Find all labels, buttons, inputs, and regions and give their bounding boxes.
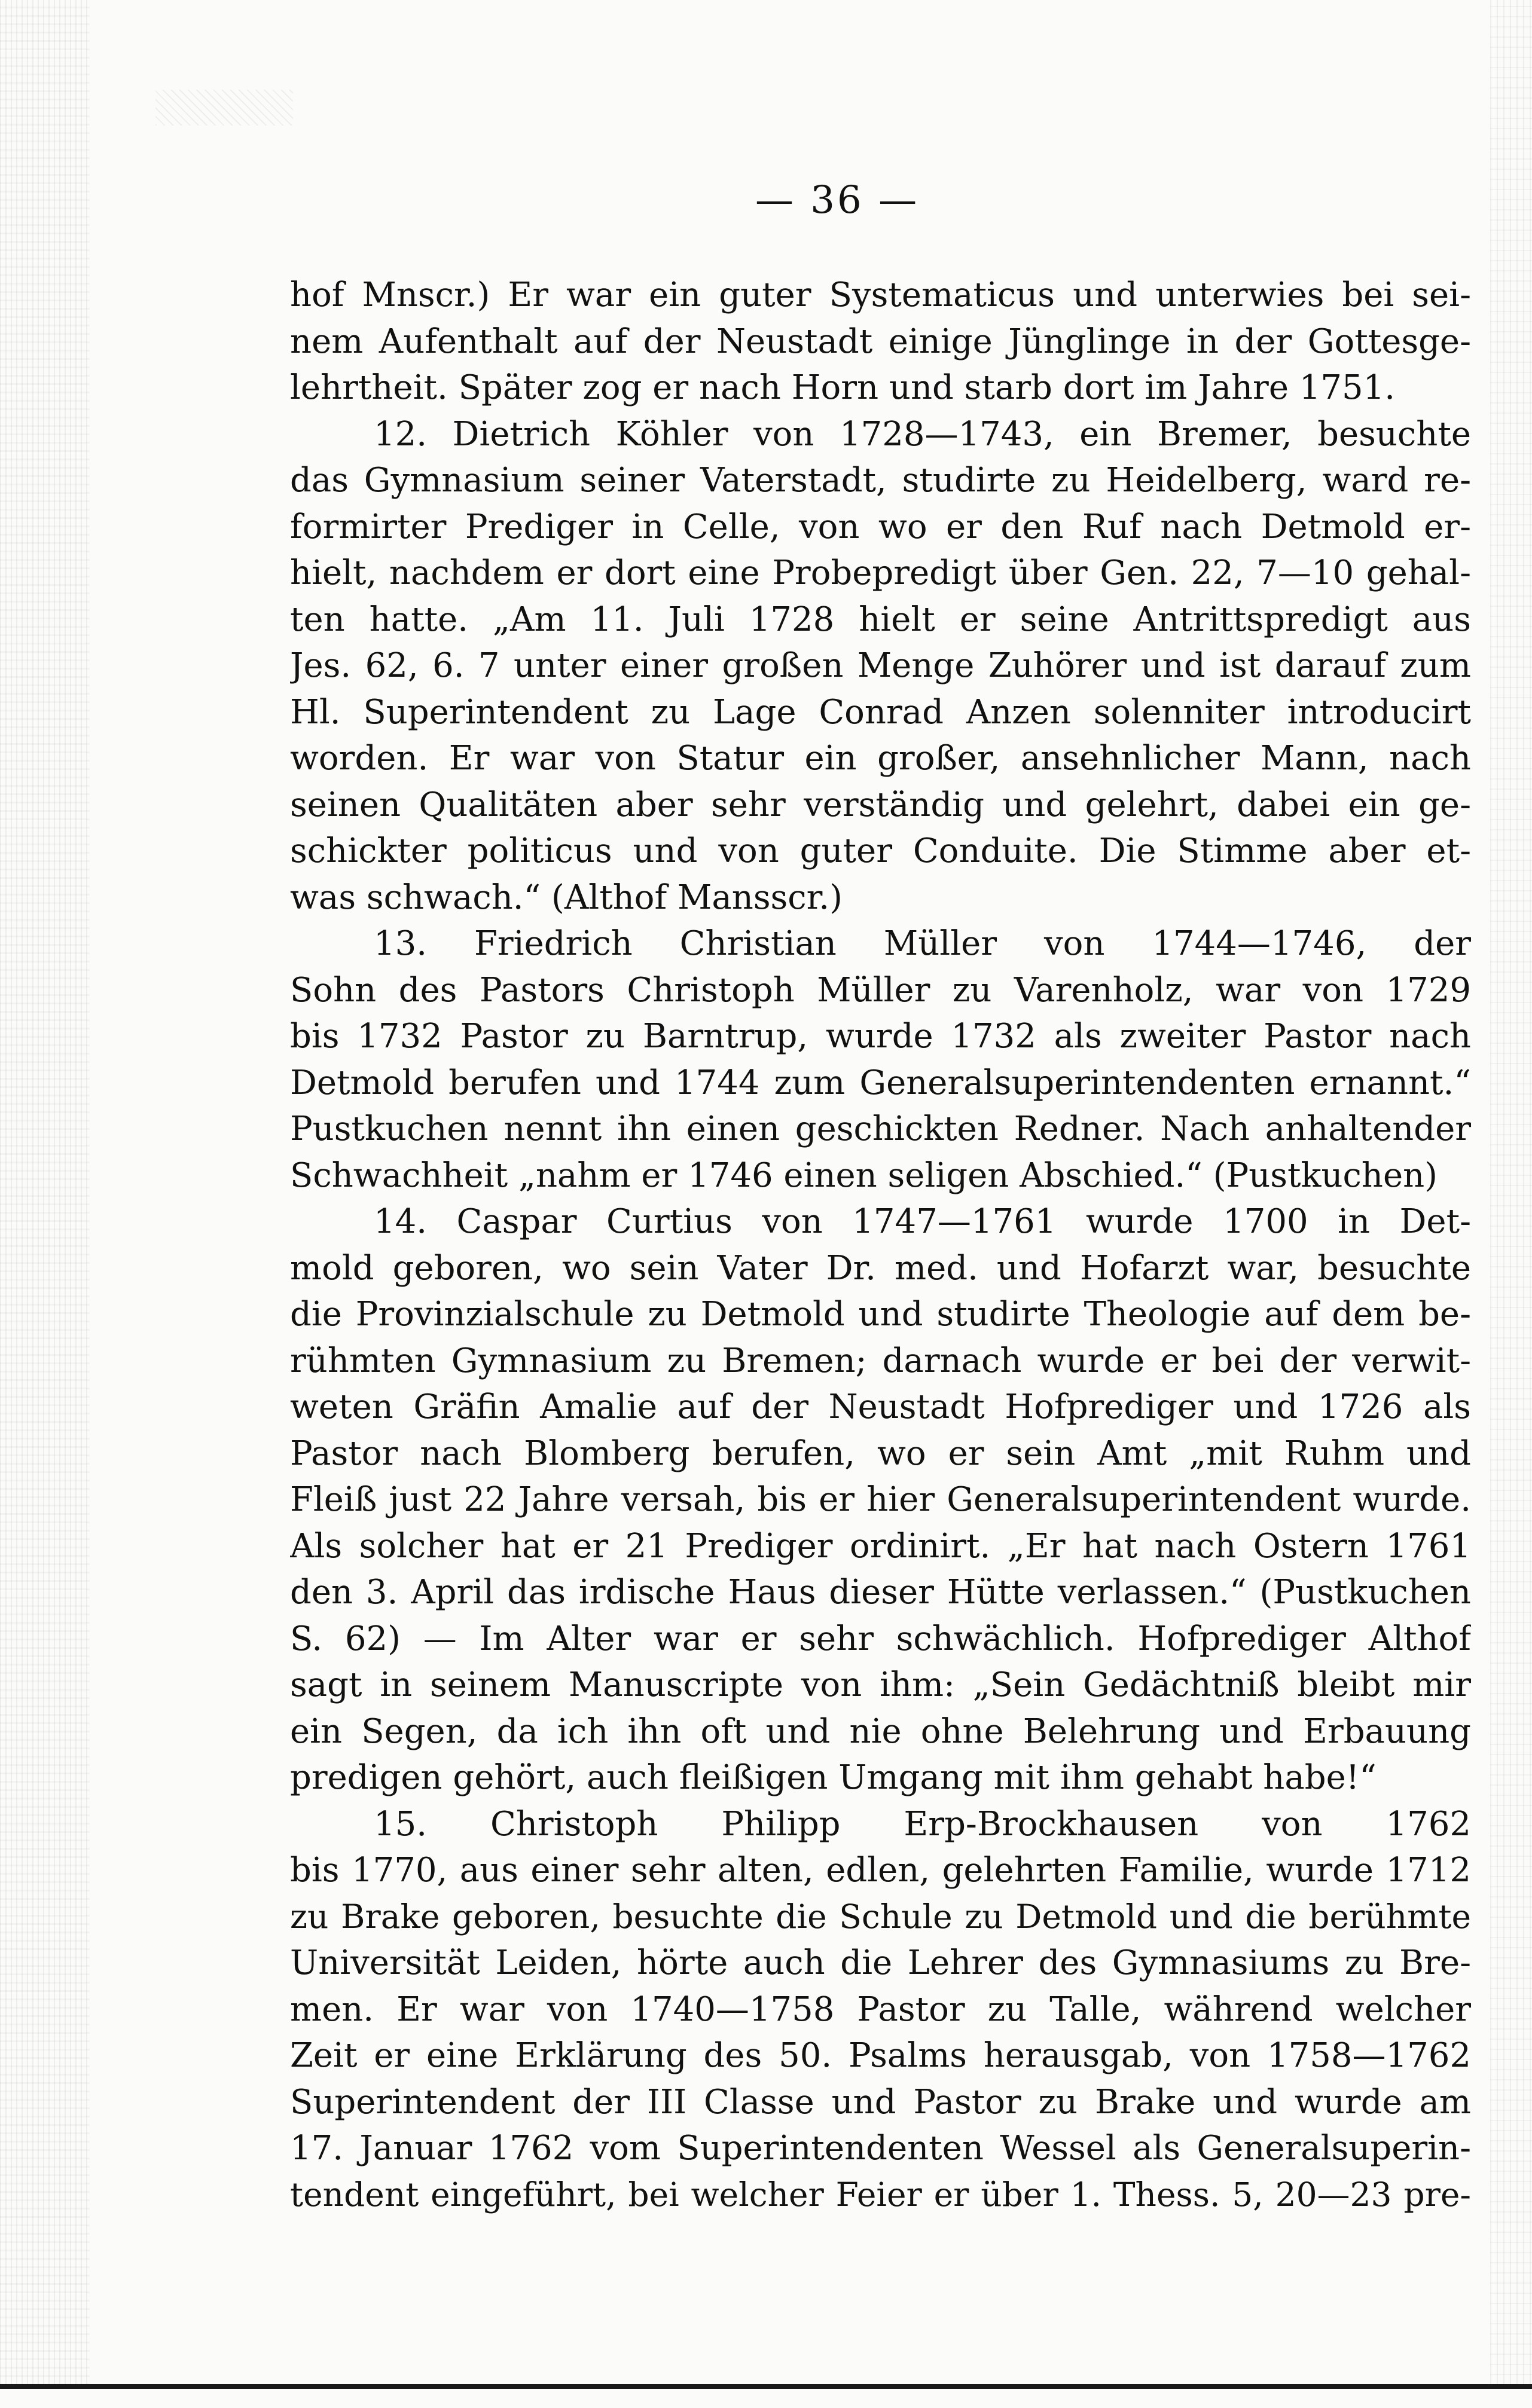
text-line: Detmold berufen und 1744 zum Generalsuperintendenten ernannt.“ xyxy=(290,1063,1471,1102)
text-line: 13. Friedrich Christian Müller von 1744—1746, der xyxy=(374,924,1471,963)
text-line: worden. Er war von Statur ein großer, ansehnlicher Mann, nach xyxy=(290,739,1471,778)
text-line: mold geboren, wo sein Vater Dr. med. und Hofarzt war, besuchte xyxy=(290,1248,1471,1288)
text-line: weten Gräfin Amalie auf der Neustadt Hofprediger und 1726 als xyxy=(290,1388,1471,1426)
text-line: tendent eingeführt, bei welcher Feier er über 1. Thess. 5, 20—23 pre- xyxy=(290,2175,1471,2214)
page-number: — 36 — xyxy=(755,178,920,222)
text-line: men. Er war von 1740—1758 Pastor zu Talle, während welcher xyxy=(290,1990,1471,2029)
text-line: ein Segen, da ich ihn oft und nie ohne Belehrung und Erbauung xyxy=(290,1712,1471,1751)
scan-smudge xyxy=(155,90,293,126)
scan-edge-left xyxy=(0,0,90,2385)
text-line: S. 62) — Im Alter war er sehr schwächlich. Hofprediger Althof xyxy=(290,1619,1471,1658)
text-line: 12. Dietrich Köhler von 1728—1743, ein Bremer, besuchte xyxy=(374,414,1471,454)
text-line: nem Aufenthalt auf der Neustadt einige Jünglinge in der Gottesge- xyxy=(290,322,1471,361)
text-line: predigen gehört, auch fleißigen Umgang mit ihm gehabt habe!“ xyxy=(290,1758,1377,1797)
text-line: schickter politicus und von guter Conduite. Die Stimme aber et- xyxy=(290,832,1471,870)
text-line: Sohn des Pastors Christoph Müller zu Varenholz, war von 1729 xyxy=(290,970,1471,1010)
text-line: Jes. 62, 6. 7 unter einer großen Menge Zuhörer und ist darauf zum xyxy=(290,646,1471,685)
text-line: rühmten Gymnasium zu Bremen; darnach wurde er bei der verwit- xyxy=(290,1341,1471,1380)
text-line: was schwach.“ (Althof Mansscr.) xyxy=(290,878,843,917)
text-line: ten hatte. „Am 11. Juli 1728 hielt er seine Antrittspredigt aus xyxy=(290,600,1471,639)
text-line: seinen Qualitäten aber sehr verständig und gelehrt, dabei ein ge- xyxy=(290,785,1471,824)
text-line: formirter Prediger in Celle, von wo er den Ruf nach Detmold er- xyxy=(290,507,1471,546)
text-line: Pustkuchen nennt ihn einen geschickten Redner. Nach anhaltender xyxy=(290,1110,1471,1148)
text-line: bis 1770, aus einer sehr alten, edlen, gelehrten Familie, wurde 1712 xyxy=(290,1851,1471,1890)
text-line: Als solcher hat er 21 Prediger ordinirt. „Er hat nach Ostern 1761 xyxy=(290,1526,1471,1566)
text-line: lehrtheit. Später zog er nach Horn und starb dort im Jahre 1751. xyxy=(290,368,1396,407)
text-line: 15. Christoph Philipp Erp-Brockhausen von 1762 xyxy=(374,1804,1471,1844)
text-line: hof Mnscr.) Er war ein guter Systematicus und unterwies bei sei- xyxy=(290,276,1471,314)
text-line: den 3. April das irdische Haus dieser Hütte verlassen.“ (Pustkuchen xyxy=(290,1573,1471,1612)
text-line: hielt, nachdem er dort eine Probepredigt über Gen. 22, 7—10 gehal- xyxy=(290,554,1471,592)
text-line: Zeit er eine Erklärung des 50. Psalms herausgab, von 1758—1762 xyxy=(290,2036,1471,2075)
text-line: Pastor nach Blomberg berufen, wo er sein Amt „mit Ruhm und xyxy=(290,1434,1471,1473)
text-line: zu Brake geboren, besuchte die Schule zu Detmold und die berühmte xyxy=(290,1897,1471,1936)
body-text xyxy=(290,272,1471,2218)
text-line: Superintendent der III Classe und Pastor zu Brake und wurde am xyxy=(290,2082,1471,2122)
text-line: sagt in seinem Manuscripte von ihm: „Sein Gedächtniß bleibt mir xyxy=(290,1666,1471,1704)
text-line: 17. Januar 1762 vom Superintendenten Wessel als Generalsuperin- xyxy=(290,2129,1471,2168)
text-line: Hl. Superintendent zu Lage Conrad Anzen solenniter introducirt xyxy=(290,692,1471,732)
text-line: die Provinzialschule zu Detmold und studirte Theologie auf dem be- xyxy=(290,1295,1471,1334)
text-line: das Gymnasium seiner Vaterstadt, studirte zu Heidelberg, ward re- xyxy=(290,461,1471,500)
text-line: Fleiß just 22 Jahre versah, bis er hier Generalsuperintendent wurde. xyxy=(290,1480,1471,1519)
text-line: bis 1732 Pastor zu Barntrup, wurde 1732 als zweiter Pastor nach xyxy=(290,1017,1471,1056)
text-line: 14. Caspar Curtius von 1747—1761 wurde 1700 in Det- xyxy=(374,1202,1471,1241)
scan-edge-right xyxy=(1490,0,1532,2385)
text-line: Universität Leiden, hörte auch die Lehrer des Gymnasiums zu Bre- xyxy=(290,1943,1471,1982)
bottom-rule xyxy=(0,2384,1532,2389)
text-line: Schwachheit „nahm er 1746 einen seligen Abschied.“ (Pustkuchen) xyxy=(290,1156,1438,1195)
